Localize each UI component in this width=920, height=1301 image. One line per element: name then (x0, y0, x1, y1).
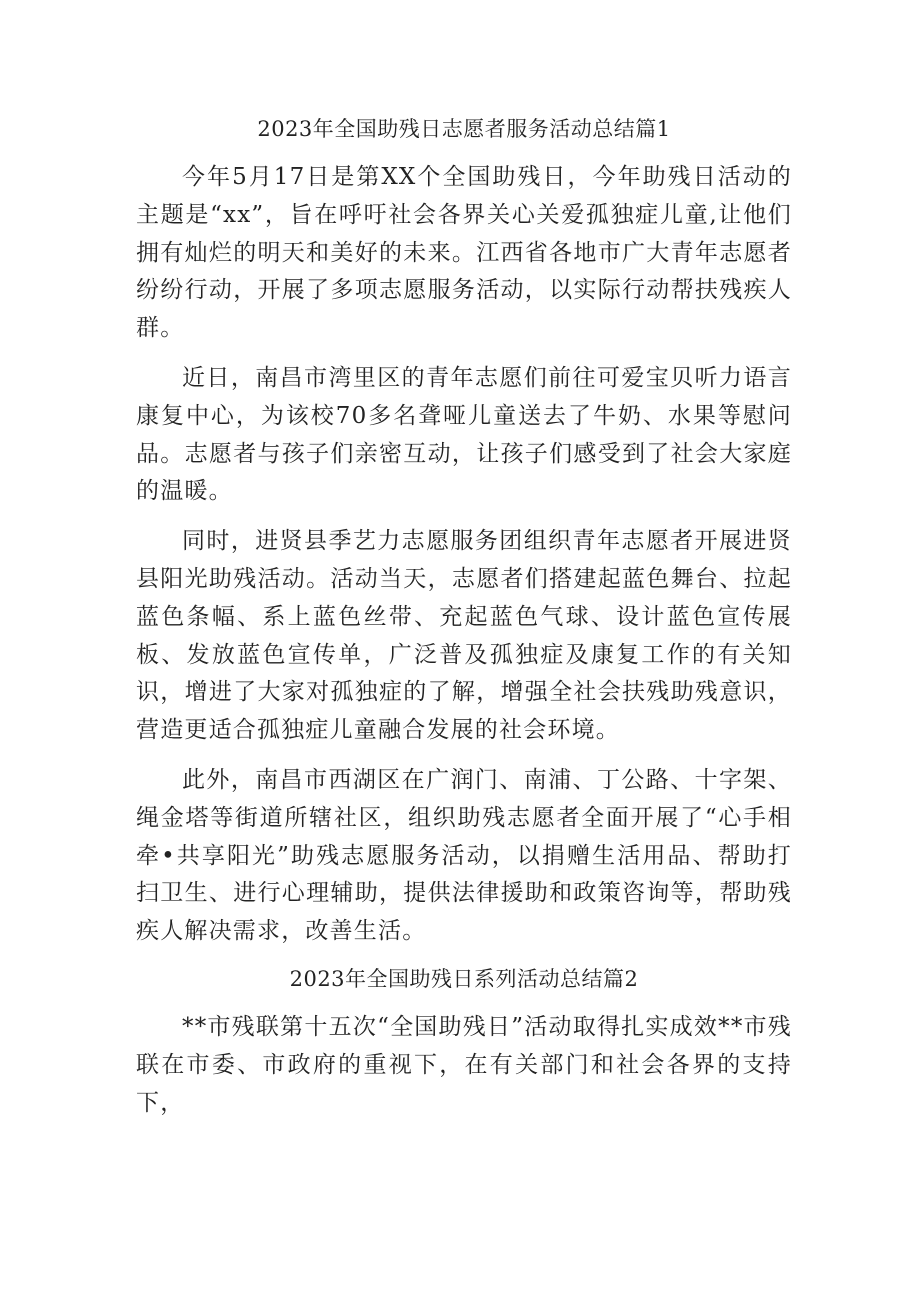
paragraph-1: 今年5月17日是第XX个全国助残日，今年助残日活动的主题是“xx”，旨在呼吁社会各界关心关爱孤独症儿童,让他们拥有灿烂的明天和美好的未来。江西省各地市广大青年志愿者纷纷行动，开展了多项志愿服务活动，以实际行动帮扶残疾人群。 (136, 164, 792, 342)
paragraph-4: 此外，南昌市西湖区在广润门、南浦、丁公路、十字架、绳金塔等街道所辖社区，组织助残志愿者全面开展了“心手相牵•共享阳光”助残志愿服务活动，以捐赠生活用品、帮助打扫卫生、进行心理辅助，提供法律援助和政策咨询等，帮助残疾人解决需求，改善生活。 (136, 766, 792, 945)
document-body (136, 113, 792, 1134)
section-title-2: 2023年全国助残日系列活动总结篇2 (289, 966, 639, 991)
section-title-1: 2023年全国助残日志愿者服务活动总结篇1 (257, 117, 671, 141)
paragraph-2: 近日，南昌市湾里区的青年志愿们前往可爱宝贝听力语言康复中心，为该校70多名聋哑儿童送去了牛奶、水果等慰问品。志愿者与孩子们亲密互动，让孩子们感受到了社会大家庭的温暖。 (136, 364, 792, 505)
paragraph-5: **市残联第十五次“全国助残日”活动取得扎实成效**市残联在市委、市政府的重视下，在有关部门和社会各界的支持下， (136, 1013, 792, 1116)
paragraph-3: 同时，进贤县季艺力志愿服务团组织青年志愿者开展进贤县阳光助残活动。活动当天，志愿者们搭建起蓝色舞台、拉起蓝色条幅、系上蓝色丝带、充起蓝色气球、设计蓝色宣传展板、发放蓝色宣传单，广泛普及孤独症及康复工作的有关知识，增进了大家对孤独症的了解，增强全社会扶残助残意识，营造更适合孤独症儿童融合发展的社会环境。 (136, 528, 792, 744)
